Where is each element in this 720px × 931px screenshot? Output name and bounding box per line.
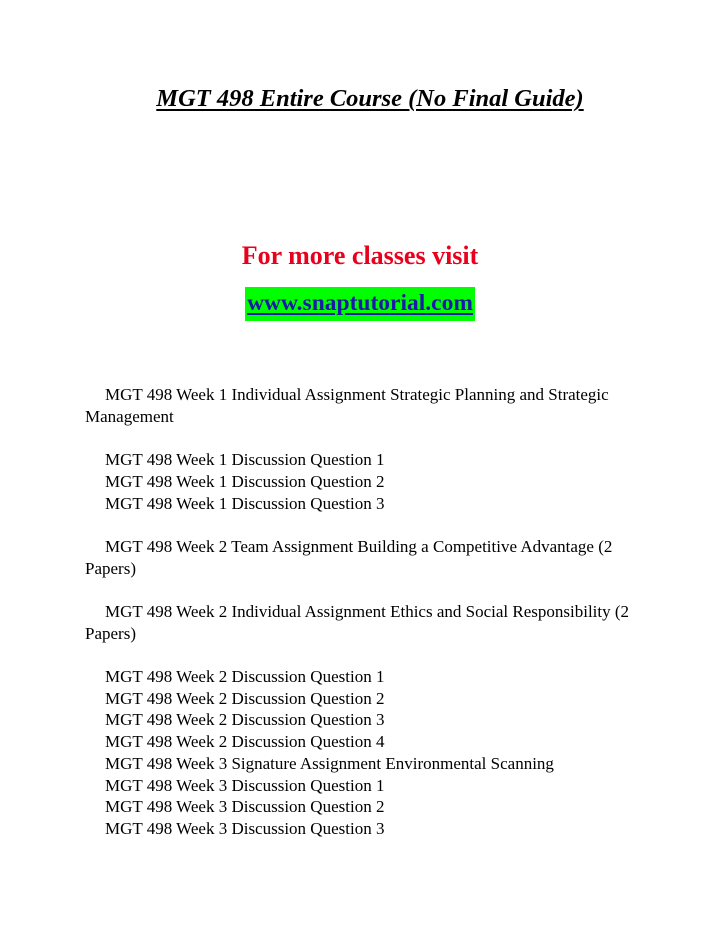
- list-item: MGT 498 Week 3 Discussion Question 2: [105, 797, 385, 817]
- link-container: [0, 287, 720, 321]
- list-item: MGT 498 Week 2 Discussion Question 4: [105, 732, 385, 752]
- list-item: MGT 498 Week 3 Discussion Question 1: [105, 775, 385, 795]
- list-item: MGT 498 Week 1 Discussion Question 3: [105, 493, 385, 513]
- list-item: MGT 498 Week 2 Discussion Question 2: [105, 688, 385, 708]
- list-item: MGT 498 Week 1 Discussion Question 2: [105, 471, 385, 491]
- list-item: MGT 498 Week 2 Discussion Question 1: [105, 667, 385, 687]
- list-item: MGT 498 Week 2 Team Assignment Building a Competitive Advantage (2 Papers): [85, 536, 613, 578]
- list-item: MGT 498 Week 3 Signature Assignment Environmental Scanning: [105, 753, 554, 773]
- website-link[interactable]: www.snaptutorial.com: [245, 287, 475, 321]
- promo-text: For more classes visit: [241, 241, 479, 270]
- list-item: MGT 498 Week 1 Discussion Question 1: [105, 450, 385, 470]
- course-item-list: [85, 384, 645, 840]
- list-item: MGT 498 Week 2 Individual Assignment Ethics and Social Responsibility (2 Papers): [85, 601, 630, 643]
- document-title: MGT 498 Entire Course (No Final Guide): [156, 85, 584, 112]
- list-item: MGT 498 Week 2 Discussion Question 3: [105, 710, 385, 730]
- list-item: MGT 498 Week 1 Individual Assignment Strategic Planning and Strategic Management: [85, 385, 609, 426]
- list-item: MGT 498 Week 3 Discussion Question 3: [105, 819, 385, 838]
